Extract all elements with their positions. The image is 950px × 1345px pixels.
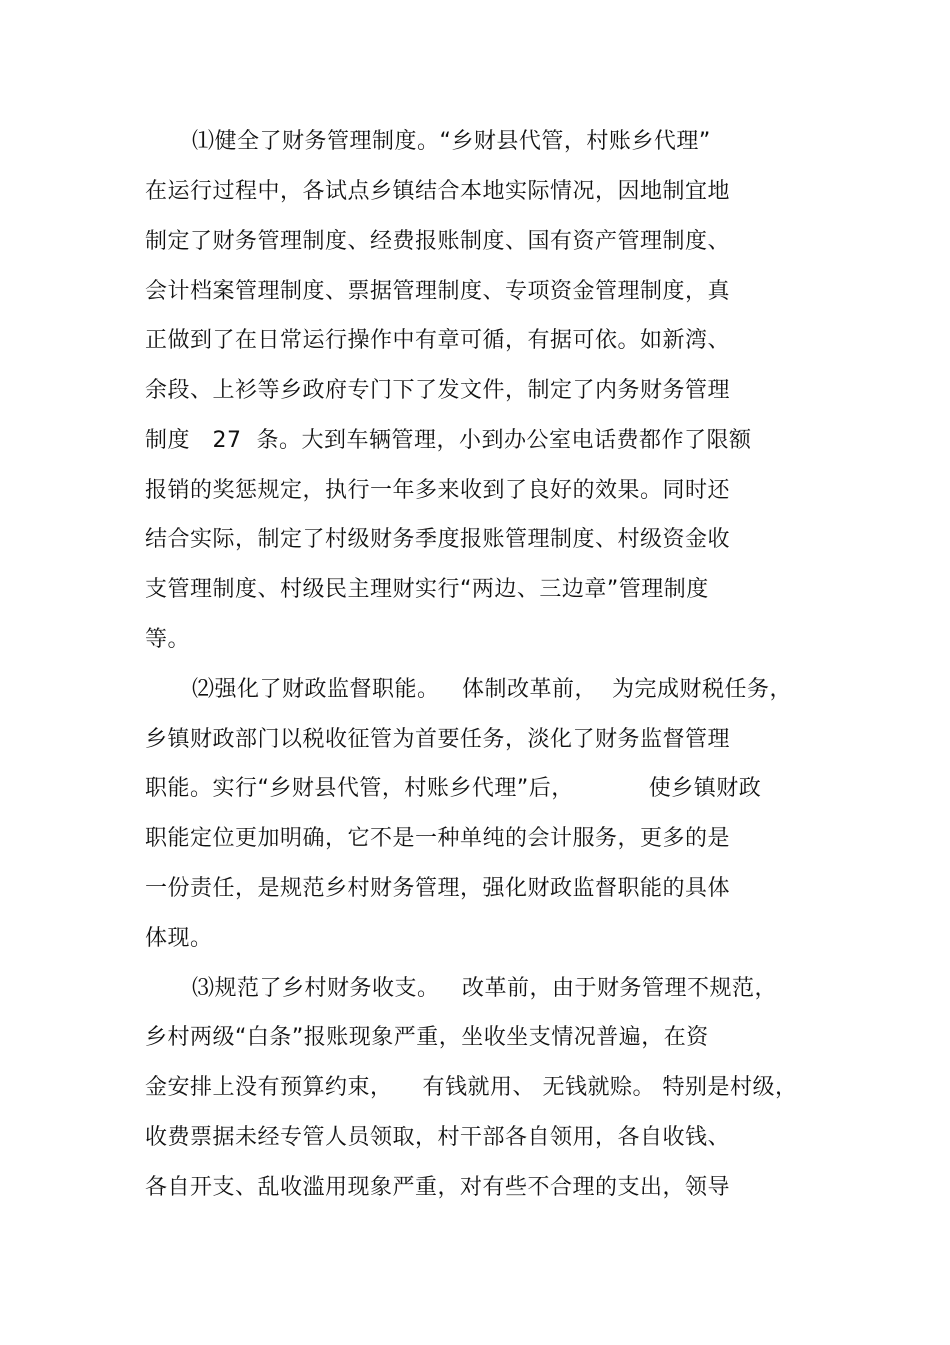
paragraph-2-line-4: 职能定位更加明确，它不是一种单纯的会计服务，更多的是 (145, 826, 731, 851)
paragraph-3-line-4: 收费票据未经专管人员领取，村干部各自领用，各自收钱、 (145, 1125, 731, 1150)
paragraph-1-line-10: 支管理制度、村级民主理财实行“两边、三边章”管理制度 (145, 577, 709, 602)
paragraph-1-line-3: 制定了财务管理制度、经费报账制度、国有资产管理制度、 (145, 229, 731, 254)
paragraph-1-line-1: ⑴健全了财务管理制度。“乡财县代管，村账乡代理” (192, 129, 711, 154)
paragraph-1-line-8: 报销的奖惩规定，执行一年多来收到了良好的效果。同时还 (145, 478, 731, 503)
paragraph-1-line-5: 正做到了在日常运行操作中有章可循，有据可依。如新湾、 (145, 328, 731, 353)
paragraph-3-line-3: 金安排上没有预算约束， 有钱就用、 无钱就赊。 特别是村级， (145, 1075, 798, 1100)
paragraph-2-line-3: 职能。实行“乡财县代管，村账乡代理”后， 使乡镇财政 (145, 776, 762, 801)
paragraph-1-line-4: 会计档案管理制度、票据管理制度、专项资金管理制度，真 (145, 279, 731, 304)
paragraph-3-line-1: ⑶规范了乡村财务收支。 改革前，由于财务管理不规范， (192, 976, 777, 1001)
paragraph-1-line-7: 制度 27 条。大到车辆管理，小到办公室电话费都作了限额 (145, 428, 752, 453)
paragraph-1-line-6: 余段、上衫等乡政府专门下了发文件，制定了内务财务管理 (145, 378, 731, 403)
paragraph-3-line-5: 各自开支、乱收滥用现象严重，对有些不合理的支出，领导 (145, 1175, 731, 1200)
paragraph-3-line-2: 乡村两级“白条”报账现象严重，坐收坐支情况普遍，在资 (145, 1025, 709, 1050)
paragraph-2-line-1: ⑵强化了财政监督职能。 体制改革前， 为完成财税任务， (192, 677, 792, 702)
paragraph-2-line-2: 乡镇财政部门以税收征管为首要任务，淡化了财务监督管理 (145, 727, 731, 752)
paragraph-2-line-6: 体现。 (145, 926, 213, 951)
paragraph-1-line-9: 结合实际，制定了村级财务季度报账管理制度、村级资金收 (145, 527, 731, 552)
paragraph-1-line-11: 等。 (145, 627, 191, 652)
paragraph-2-line-5: 一份责任，是规范乡村财务管理，强化财政监督职能的具体 (145, 876, 731, 901)
paragraph-1-line-2: 在运行过程中，各试点乡镇结合本地实际情况，因地制宜地 (145, 179, 731, 204)
